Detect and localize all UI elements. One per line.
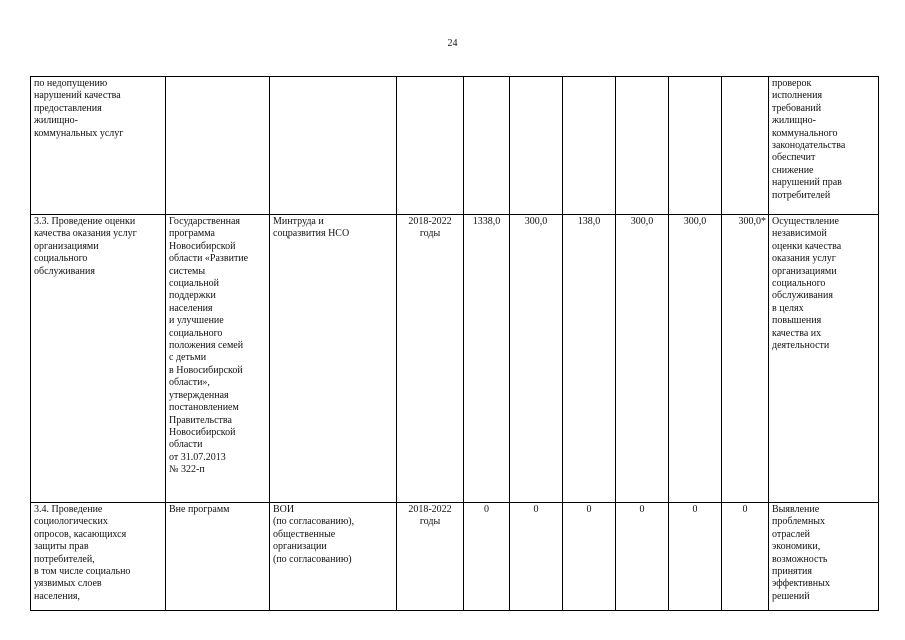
period-cell: 2018-2022 годы	[397, 503, 464, 611]
year-2020-cell: 0	[616, 503, 669, 611]
measures-table	[30, 76, 879, 611]
program-cell: Вне программ	[166, 503, 270, 611]
executor-cell	[270, 77, 397, 215]
period-cell	[397, 77, 464, 215]
result-cell: проверок исполнения требований жилищно- коммунального законодательства обеспечит снижение нарушений прав потребителей	[769, 77, 879, 215]
year-2022-cell: 300,0*	[722, 215, 769, 503]
result-cell: Осуществление независимой оценки качества оказания услуг организациями социального обслуживания в целях повышения качества их деятельности	[769, 215, 879, 503]
table-row	[31, 215, 879, 503]
total-cell	[464, 77, 510, 215]
year-2020-cell	[616, 77, 669, 215]
measure-cell: 3.3. Проведение оценки качества оказания услуг организациями социального обслуживания	[31, 215, 166, 503]
measure-cell: по недопущению нарушений качества предоставления жилищно- коммунальных услуг	[31, 77, 166, 215]
table-row	[31, 503, 879, 611]
year-2018-cell	[510, 77, 563, 215]
year-2018-cell: 300,0	[510, 215, 563, 503]
executor-cell: Минтруда и соцразвития НСО	[270, 215, 397, 503]
executor-cell: ВОИ (по согласованию), общественные организации (по согласованию)	[270, 503, 397, 611]
year-2022-cell: 0	[722, 503, 769, 611]
year-2021-cell: 300,0	[669, 215, 722, 503]
year-2019-cell	[563, 77, 616, 215]
page-number: 24	[447, 38, 458, 49]
total-cell: 1338,0	[464, 215, 510, 503]
table-row	[31, 77, 879, 215]
year-2021-cell: 0	[669, 503, 722, 611]
result-cell: Выявление проблемных отраслей экономики, возможность принятия эффективных решений	[769, 503, 879, 611]
program-cell	[166, 77, 270, 215]
year-2019-cell: 138,0	[563, 215, 616, 503]
period-cell: 2018-2022 годы	[397, 215, 464, 503]
measure-cell: 3.4. Проведение социологических опросов, касающихся защиты прав потребителей, в том числе социально уязвимых слоев населения,	[31, 503, 166, 611]
program-cell: Государственная программа Новосибирской области «Развитие системы социальной поддержки населения и улучшение социального положения семей с детьми в Новосибирской области», утвержденная постановлением Правительства Новосибирской области от 31.07.2013 № 322-п	[166, 215, 270, 503]
year-2018-cell: 0	[510, 503, 563, 611]
year-2021-cell	[669, 77, 722, 215]
year-2020-cell: 300,0	[616, 215, 669, 503]
year-2022-cell	[722, 77, 769, 215]
year-2019-cell: 0	[563, 503, 616, 611]
total-cell: 0	[464, 503, 510, 611]
